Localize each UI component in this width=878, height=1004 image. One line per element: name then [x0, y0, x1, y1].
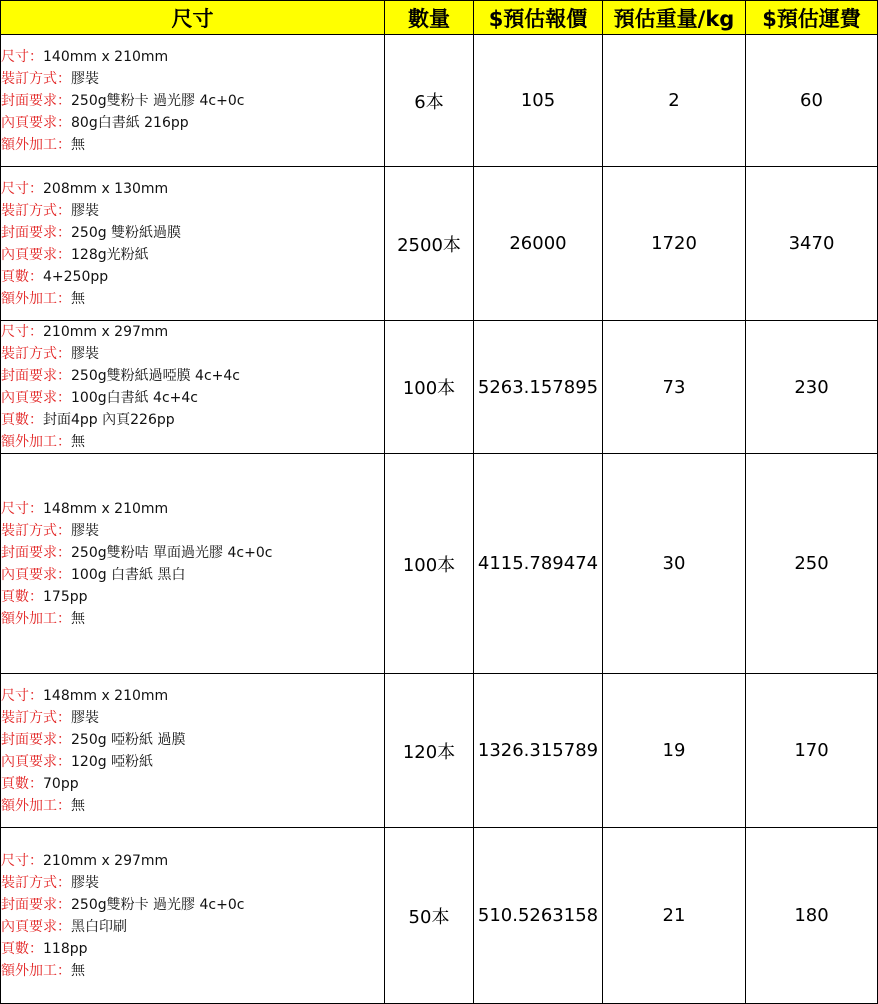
- spec-value: 250g雙粉卡 過光膠 4c+0c: [71, 92, 245, 109]
- spec-value: 118pp: [43, 940, 88, 957]
- weight-cell[interactable]: 73: [603, 321, 746, 454]
- spec-label: 額外加工：: [1, 610, 71, 627]
- shipping-cell[interactable]: 170: [746, 674, 878, 828]
- spec-line: [1, 542, 384, 564]
- spec-value: 100g白書紙 4c+4c: [71, 390, 198, 406]
- price-cell[interactable]: 1326.315789: [474, 674, 603, 828]
- spec-label: 內頁要求：: [1, 918, 71, 935]
- spec-label: 額外加工：: [1, 290, 71, 307]
- spec-value: 148mm x 210mm: [43, 687, 169, 704]
- spec-label: 封面要求：: [1, 224, 71, 241]
- price-cell[interactable]: 510.5263158: [474, 828, 603, 1004]
- spec-label: 裝訂方式：: [1, 522, 71, 539]
- price-cell[interactable]: 26000: [474, 167, 603, 321]
- spec-cell[interactable]: [1, 828, 385, 1004]
- spec-label: 內頁要求：: [1, 114, 71, 131]
- spec-line: [1, 707, 384, 729]
- spec-line: [1, 773, 384, 795]
- spec-label: 裝訂方式：: [1, 874, 71, 891]
- spec-label: 封面要求：: [1, 544, 71, 561]
- spec-label: 尺寸：: [1, 180, 43, 197]
- spec-line: [1, 751, 384, 773]
- spec-line: [1, 916, 384, 938]
- spec-label: 尺寸：: [1, 48, 43, 65]
- spec-label: 封面要求：: [1, 368, 71, 384]
- spec-label: 頁數：: [1, 588, 43, 605]
- spec-value: 250g雙粉紙過啞膜 4c+4c: [71, 368, 240, 384]
- spec-value: 黑白印刷: [71, 918, 127, 935]
- spec-line: [1, 685, 384, 707]
- spec-label: 額外加工：: [1, 136, 71, 153]
- spec-value: 封面4pp 內頁226pp: [43, 412, 175, 428]
- spec-label: 額外加工：: [1, 434, 71, 450]
- spec-line: [1, 90, 384, 112]
- price-cell[interactable]: 105: [474, 35, 603, 167]
- quantity-cell[interactable]: 50本: [385, 828, 474, 1004]
- spec-line: [1, 795, 384, 817]
- spec-value: 無: [71, 290, 85, 307]
- shipping-cell[interactable]: 230: [746, 321, 878, 454]
- spec-label: 尺寸：: [1, 324, 43, 340]
- spec-label: 額外加工：: [1, 797, 71, 814]
- spec-value: 250g雙粉卡 過光膠 4c+0c: [71, 896, 245, 913]
- table-row: [1, 454, 878, 674]
- spec-line: [1, 112, 384, 134]
- spec-label: 裝訂方式：: [1, 346, 71, 362]
- spec-line: [1, 564, 384, 586]
- table-row: [1, 35, 878, 167]
- spec-line: [1, 222, 384, 244]
- spec-cell[interactable]: [1, 321, 385, 454]
- quantity-cell[interactable]: 2500本: [385, 167, 474, 321]
- spec-line: [1, 729, 384, 751]
- spec-line: [1, 431, 384, 453]
- spec-line: [1, 244, 384, 266]
- spec-label: 封面要求：: [1, 731, 71, 748]
- header-size: 尺寸: [1, 1, 385, 35]
- spec-cell[interactable]: [1, 454, 385, 674]
- spec-label: 封面要求：: [1, 92, 71, 109]
- spec-line: [1, 387, 384, 409]
- spec-value: 無: [71, 797, 85, 814]
- spec-line: [1, 134, 384, 156]
- spec-label: 裝訂方式：: [1, 709, 71, 726]
- spec-value: 128g光粉紙: [71, 246, 149, 263]
- spec-line: [1, 894, 384, 916]
- spec-value: 膠裝: [71, 70, 99, 87]
- spec-line: [1, 938, 384, 960]
- spec-cell[interactable]: [1, 167, 385, 321]
- spec-line: [1, 68, 384, 90]
- spec-label: 頁數：: [1, 268, 43, 285]
- table-row: [1, 674, 878, 828]
- spec-line: [1, 960, 384, 982]
- price-cell[interactable]: 4115.789474: [474, 454, 603, 674]
- spec-label: 裝訂方式：: [1, 70, 71, 87]
- spec-line: [1, 850, 384, 872]
- spec-label: 裝訂方式：: [1, 202, 71, 219]
- spec-line: [1, 586, 384, 608]
- spec-value: 208mm x 130mm: [43, 180, 169, 197]
- spec-line: [1, 321, 384, 343]
- spec-line: [1, 46, 384, 68]
- table-row: [1, 167, 878, 321]
- weight-cell[interactable]: 19: [603, 674, 746, 828]
- shipping-cell[interactable]: 180: [746, 828, 878, 1004]
- spec-value: 250g 啞粉紙 過膜: [71, 731, 186, 748]
- spec-value: 無: [71, 434, 85, 450]
- price-cell[interactable]: 5263.157895: [474, 321, 603, 454]
- spec-label: 頁數：: [1, 940, 43, 957]
- spec-value: 膠裝: [71, 709, 99, 726]
- spec-label: 內頁要求：: [1, 390, 71, 406]
- spec-line: [1, 178, 384, 200]
- shipping-cell[interactable]: 250: [746, 454, 878, 674]
- weight-cell[interactable]: 21: [603, 828, 746, 1004]
- header-row: [1, 1, 878, 35]
- spec-line: [1, 520, 384, 542]
- spec-label: 額外加工：: [1, 962, 71, 979]
- spec-line: [1, 365, 384, 387]
- spec-value: 無: [71, 610, 85, 627]
- spec-label: 尺寸：: [1, 500, 43, 517]
- quantity-cell[interactable]: 6本: [385, 35, 474, 167]
- quantity-cell[interactable]: 100本: [385, 321, 474, 454]
- spec-line: [1, 872, 384, 894]
- weight-cell[interactable]: 2: [603, 35, 746, 167]
- spec-value: 膠裝: [71, 522, 99, 539]
- spec-value: 250g雙粉咭 單面過光膠 4c+0c: [71, 544, 273, 561]
- spec-cell[interactable]: [1, 674, 385, 828]
- spec-value: 膠裝: [71, 346, 99, 362]
- spec-value: 210mm x 297mm: [43, 852, 169, 869]
- quantity-cell[interactable]: 120本: [385, 674, 474, 828]
- weight-cell[interactable]: 30: [603, 454, 746, 674]
- spec-line: [1, 288, 384, 310]
- spec-line: [1, 608, 384, 630]
- quantity-cell[interactable]: 100本: [385, 454, 474, 674]
- spec-value: 膠裝: [71, 202, 99, 219]
- spec-line: [1, 266, 384, 288]
- spec-label: 頁數：: [1, 412, 43, 428]
- spec-line: [1, 343, 384, 365]
- spec-value: 4+250pp: [43, 268, 109, 285]
- spec-label: 內頁要求：: [1, 753, 71, 770]
- shipping-cell[interactable]: 60: [746, 35, 878, 167]
- spec-value: 175pp: [43, 588, 88, 605]
- spec-line: [1, 200, 384, 222]
- spec-line: [1, 498, 384, 520]
- spec-value: 無: [71, 136, 85, 153]
- spec-value: 120g 啞粉紙: [71, 753, 154, 770]
- spec-line: [1, 409, 384, 431]
- spec-value: 膠裝: [71, 874, 99, 891]
- spec-label: 內頁要求：: [1, 246, 71, 263]
- spec-cell[interactable]: [1, 35, 385, 167]
- spec-value: 70pp: [43, 775, 79, 792]
- spec-value: 140mm x 210mm: [43, 48, 169, 65]
- table-row: [1, 321, 878, 454]
- shipping-cell[interactable]: 3470: [746, 167, 878, 321]
- spec-value: 250g 雙粉紙過膜: [71, 224, 182, 241]
- spec-label: 尺寸：: [1, 852, 43, 869]
- spec-label: 內頁要求：: [1, 566, 71, 583]
- spec-value: 無: [71, 962, 85, 979]
- header-weight: 預估重量/kg: [603, 1, 746, 35]
- spec-value: 148mm x 210mm: [43, 500, 169, 517]
- spec-value: 100g 白書紙 黑白: [71, 566, 186, 583]
- header-shipping: $預估運費: [746, 1, 878, 35]
- spec-label: 封面要求：: [1, 896, 71, 913]
- header-quantity: 數量: [385, 1, 474, 35]
- spec-label: 尺寸：: [1, 687, 43, 704]
- spec-value: 80g白書紙 216pp: [71, 114, 189, 131]
- table-row: [1, 828, 878, 1004]
- header-price: $預估報價: [474, 1, 603, 35]
- weight-cell[interactable]: 1720: [603, 167, 746, 321]
- spec-label: 頁數：: [1, 775, 43, 792]
- spec-value: 210mm x 297mm: [43, 324, 169, 340]
